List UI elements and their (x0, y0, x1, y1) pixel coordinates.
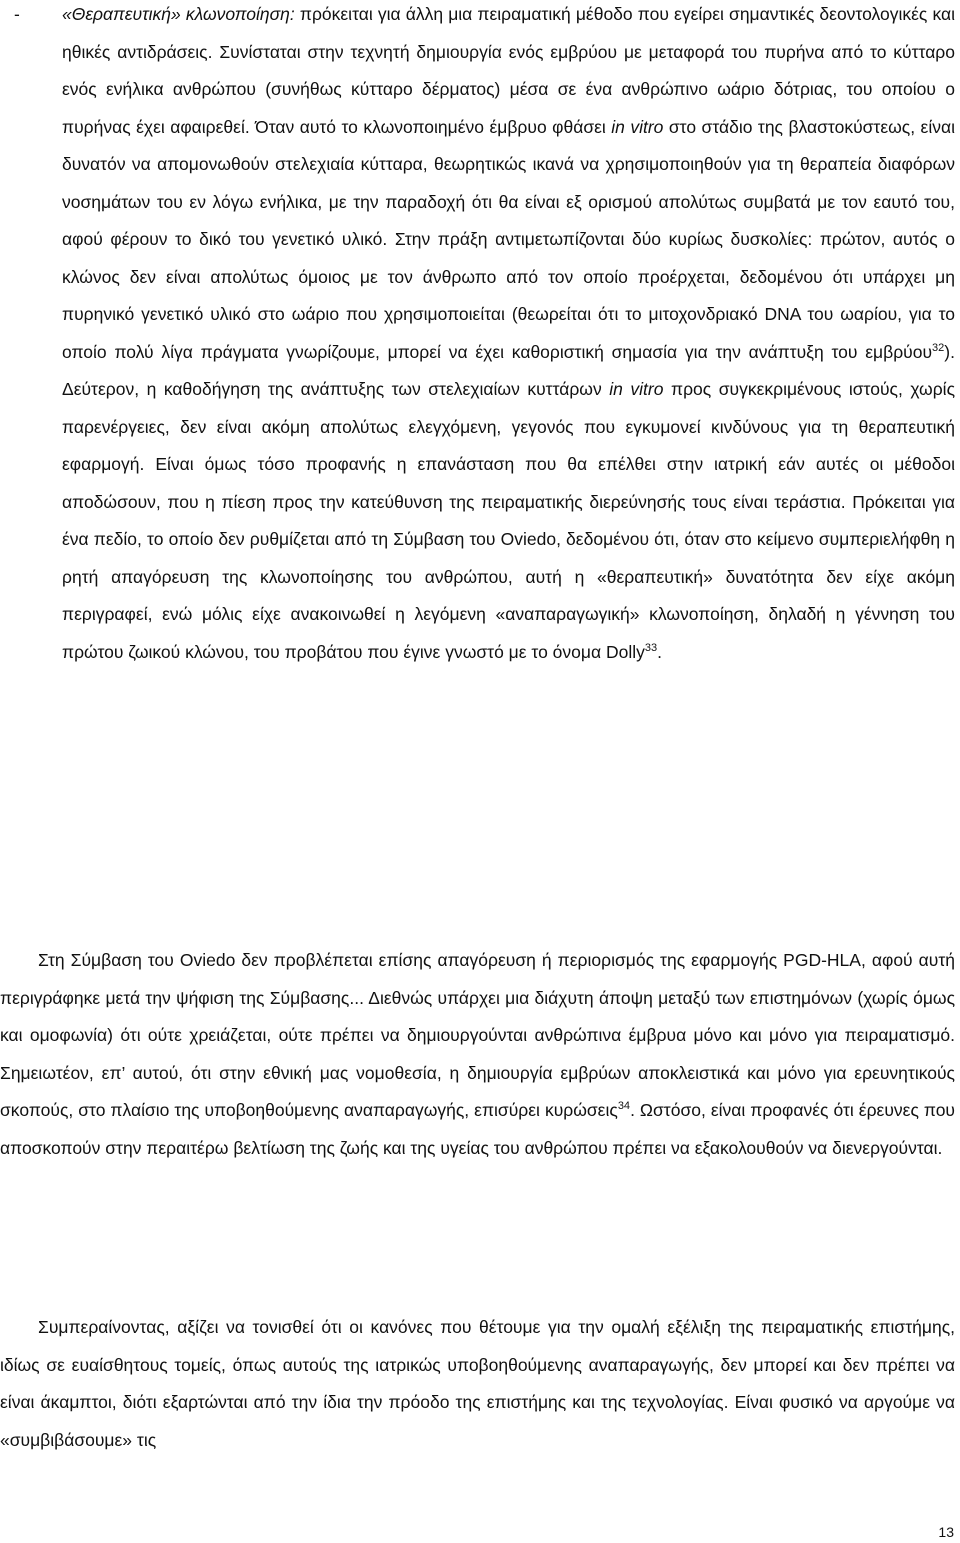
footnote-ref-32: 32 (932, 341, 945, 354)
paragraph-therapeutic-cloning (62, 0, 955, 671)
p1-text-5: . (657, 641, 662, 662)
footnote-ref-34: 34 (617, 1100, 631, 1112)
paragraph-conclusion (0, 1309, 955, 1459)
list-bullet-dash: - (14, 4, 20, 24)
term-in-vitro: in vitro (611, 116, 664, 137)
p1-text-2: στο στάδιο της βλαστοκύστεως, είναι δυνατόν να απομονωθούν στελεχιαία κύτταρα, θεωρητικώς ικανά να χρησιμοποιηθούν για τη θεραπεία διαφόρων νοσημάτων του εν λόγω ενήλικα, με την παραδοχή ότι θα είναι εξ ορισμού απολύτως συμβατά με τον εαυτό του, αφού φέρουν το δικό του γενετικό υλικό. Στην πράξη αντιμετωπίζονται δύο κυρίως δυσκολίες: πρώτον, αυτός ο κλώνος δεν είναι απολύτως όμοιος με τον άνθρωπο από τον οποίο προέρχεται, δεδομένου ότι υπάρχει μη πυρηνικό γενετικό υλικό στο ωάριο που χρησιμοποιείται (θεωρείται ότι το μιτοχονδριακό DNA του ωαρίου, για το οποίο πολύ λίγα πράγματα γνωρίζουμε, μπορεί να έχει καθοριστική σημασία για την ανάπτυξη του εμβρύου (62, 116, 956, 362)
p2-text-1: Στη Σύμβαση του Oviedo δεν προβλέπεται επίσης απαγόρευση ή περιορισμός της εφαρμογής PGD-HLA, αφού αυτή περιγράφηκε μετά την ψήφιση της Σύμβασης... Διεθνώς υπάρχει μια διάχυτη άποψη μεταξύ των επιστημόνων (χωρίς όμως και ομοφωνία) ότι ούτε χρειάζεται, ούτε πρέπει να δημιουργούνται ανθρώπινα έμβρυα μόνο και μόνο για πειραματισμό. Σημειωτέον, επ’ αυτού, ότι στην εθνική μας νομοθεσία, η δημιουργία εμβρύων αποκλειστικά και μόνο για ερευνητικούς σκοπούς, στο πλαίσιο της υποβοηθούμενης αναπαραγωγής, επισύρει κυρώσεις (0, 950, 955, 1120)
paragraph-oviedo-pgd (0, 942, 955, 1167)
p2-text-2: . Ωστόσο, είναι προφανές ότι έρευνες που αποσκοπούν στην περαιτέρω βελτίωση της ζωής και της υγείας του ανθρώπου πρέπει να εξακολουθούν να διενεργούνται. (0, 1100, 955, 1158)
page-number: 13 (938, 1524, 954, 1540)
p1-text-1: πρόκειται για άλλη μια πειραματική μέθοδο που εγείρει σημαντικές δεοντολογικές και ηθικές αντιδράσεις. Συνίσταται στην τεχνητή δημιουργία ενός εμβρύου με μεταφορά του πυρήνα από το κύτταρο ενός ενήλικα ανθρώπου (συνήθως κύτταρο δέρματος) μέσα σε ένα ανθρώπινο ωάριο δότριας, του οποίου ο πυρήνας έχει αφαιρεθεί. Όταν αυτό το κλωνοποιημένο έμβρυο φθάσει (62, 4, 955, 137)
footnote-ref-33: 33 (644, 641, 658, 654)
p1-text-4: προς συγκεκριμένους ιστούς, χωρίς παρενέργειες, δεν είναι ακόμη απολύτως ελεγχόμενη, γεγονός που εγκυμονεί κινδύνους για τη θεραπευτική εφαρμογή. Είναι όμως τόσο προφανής η επανάσταση που θα επέλθει στην ιατρική εάν αυτές οι μέθοδοι αποδώσουν, που η πίεση προς την κατεύθυνση της πειραματικής διερεύνησής τους είναι τεράστια. Πρόκειται για ένα πεδίο, το οποίο δεν ρυθμίζεται από τη Σύμβαση του Oviedo, δεδομένου ότι, όταν στο κείμενο συμπεριελήφθη η ρητή απαγόρευση της κλωνοποίησης του ανθρώπου, αυτή η «θεραπευτική» δυνατότητα δεν είχε ακόμη περιγραφεί, ενώ μόλις είχε ανακοινωθεί η λεγόμενη «αναπαραγωγική» κλωνοποίηση, δηλαδή η γέννηση του πρώτου ζωικού κλώνου, του προβάτου που έγινε γνωστό με το όνομα Dolly (62, 379, 956, 662)
term-in-vitro-2: in vitro (609, 379, 664, 399)
term-therapeutic-cloning: «Θεραπευτική» κλωνοποίηση: (62, 4, 295, 24)
p1-text-3: ). Δεύτερον, η καθοδήγηση της ανάπτυξης των στελεχιαίων κυττάρων (62, 341, 955, 399)
p3-text-1: Συμπεραίνοντας, αξίζει να τονισθεί ότι οι κανόνες που θέτουμε για την ομαλή εξέλιξη της πειραματικής επιστήμης, ιδίως σε ευαίσθητους τομείς, όπως αυτούς της ιατρικώς υποβοηθούμενης αναπαραγωγής, δεν μπορεί και δεν πρέπει να είναι άκαμπτοι, διότι εξαρτώνται από την ίδια την πρόοδο της επιστήμης και της τεχνολογίας. Είναι φυσικό να αργούμε να «συμβιβάσουμε» τις (0, 1317, 955, 1450)
